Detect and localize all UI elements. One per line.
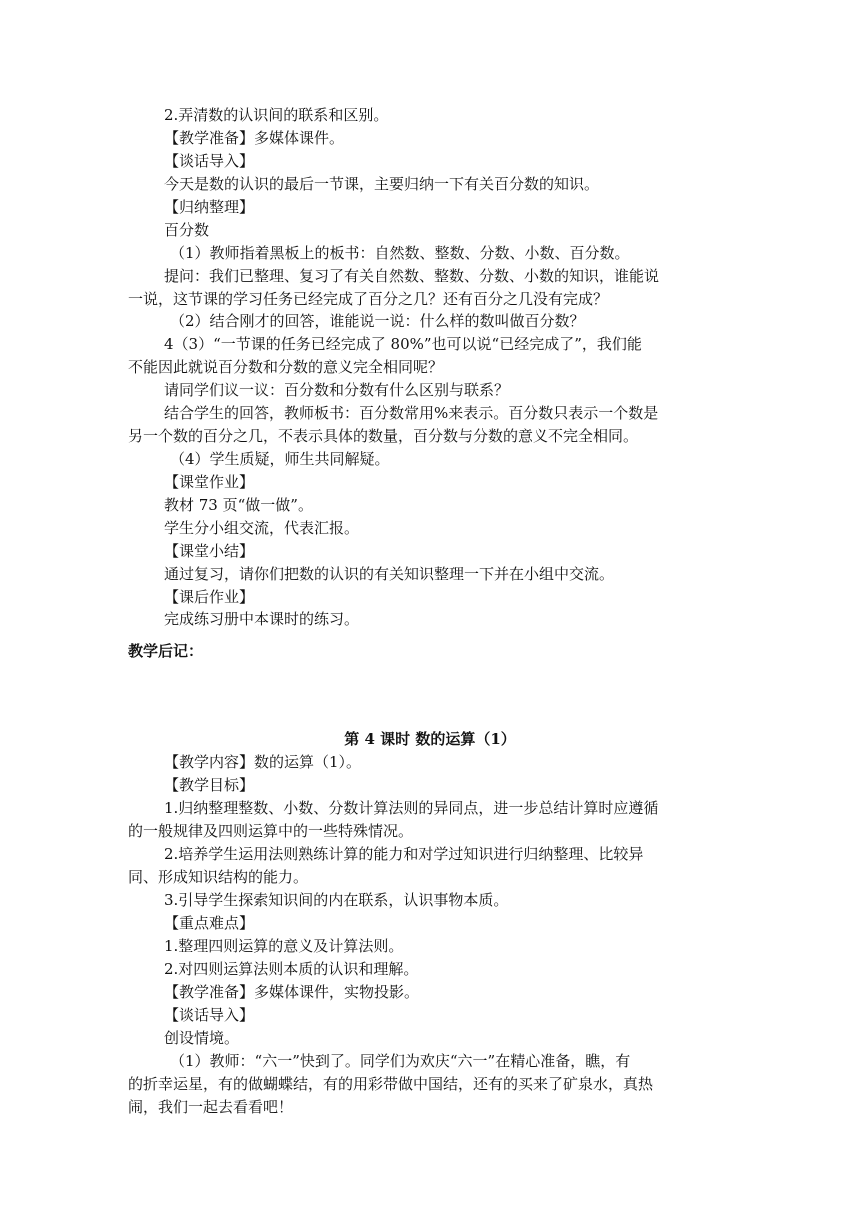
text-line: 2.弄清数的认识间的联系和区别。 [164, 106, 389, 124]
text-line: 【课堂作业】 [164, 473, 255, 491]
postscript-label: 教学后记： [128, 642, 204, 660]
text-line: 教材 73 页“做一做”。 [164, 496, 313, 514]
text-line: （1）教师指着黑板上的板书：自然数、整数、分数、小数、百分数。 [170, 244, 630, 262]
text-line: 百分数 [164, 221, 210, 239]
text-line: （1）教师：“六一”快到了。同学们为欢庆“六一”在精心准备，瞧，有 [170, 1052, 631, 1070]
text-line: 通过复习，请你们把数的认识的有关知识整理一下并在小组中交流。 [164, 565, 615, 583]
text-line: 同、形成知识结构的能力。 [128, 868, 309, 886]
text-line: 【教学内容】数的运算（1）。 [164, 753, 362, 771]
text-line: 2.培养学生运用法则熟练计算的能力和对学过知识进行归纳整理、比较异 [164, 845, 644, 863]
text-line: （2）结合刚才的回答，谁能说一说：什么样的数叫做百分数？ [170, 312, 585, 330]
text-line: 【谈话导入】 [164, 152, 255, 170]
text-line: 【重点难点】 [164, 914, 255, 932]
text-line: 一说，这节课的学习任务已经完成了百分之几？还有百分之几没有完成？ [128, 290, 609, 308]
text-line: 1.整理四则运算的意义及计算法则。 [164, 937, 404, 955]
text-line: 1.归纳整理整数、小数、分数计算法则的异同点，进一步总结计算时应遵循 [164, 799, 659, 817]
text-line: 【教学准备】多媒体课件。 [164, 129, 345, 147]
text-line: 2.对四则运算法则本质的认识和理解。 [164, 960, 419, 978]
text-line: 【谈话导入】 [164, 1006, 255, 1024]
lesson-title: 第 4 课时 数的运算（1） [344, 730, 516, 748]
text-line: 提问：我们已整理、复习了有关自然数、整数、分数、小数的知识，谁能说 [164, 267, 660, 285]
text-line: 完成练习册中本课时的练习。 [164, 610, 360, 628]
text-line: 另一个数的百分之几，不表示具体的数量，百分数与分数的意义不完全相同。 [128, 427, 639, 445]
text-line: 【课后作业】 [164, 588, 255, 606]
text-line: 的一般规律及四则运算中的一些特殊情况。 [128, 822, 414, 840]
text-line: 结合学生的回答，教师板书：百分数常用%来表示。百分数只表示一个数是 [164, 404, 659, 422]
text-line: 请同学们议一议：百分数和分数有什么区别与联系？ [164, 381, 510, 399]
text-line: 学生分小组交流，代表汇报。 [164, 519, 360, 537]
text-line: 4（3）“一节课的任务已经完成了 80%”也可以说“已经完成了”，我们能 [164, 335, 642, 353]
text-line: 3.引导学生探索知识间的内在联系，认识事物本质。 [164, 891, 509, 909]
text-line: 不能因此就说百分数和分数的意义完全相同呢？ [128, 358, 444, 376]
text-line: （4）学生质疑，师生共同解疑。 [170, 450, 390, 468]
text-line: 创设情境。 [164, 1029, 240, 1047]
text-line: 【课堂小结】 [164, 542, 255, 560]
text-line: 今天是数的认识的最后一节课，主要归纳一下有关百分数的知识。 [164, 175, 600, 193]
text-line: 【教学目标】 [164, 776, 255, 794]
text-line: 【教学准备】多媒体课件，实物投影。 [164, 983, 420, 1001]
text-line: 的折幸运星，有的做蝴蝶结，有的用彩带做中国结，还有的买来了矿泉水，真热 [128, 1075, 654, 1093]
text-line: 闹，我们一起去看看吧！ [128, 1098, 294, 1116]
text-line: 【归纳整理】 [164, 198, 255, 216]
